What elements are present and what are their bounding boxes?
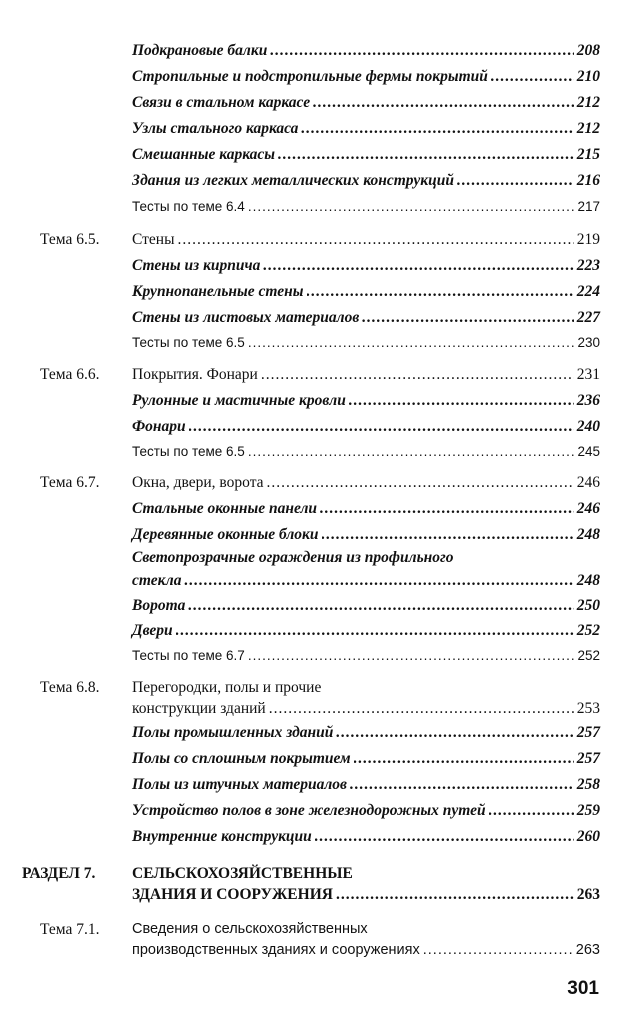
toc-tests-entry: Тесты по теме 6.4 ..... 217 — [132, 199, 600, 214]
topic-entry-line1: Перегородки, полы и прочие — [132, 679, 322, 696]
toc-entry: Стальные оконные панели ..... 246 — [132, 500, 600, 518]
topic-entry: Покрытия. Фонари ..... 231 — [132, 366, 600, 384]
toc-entry: стекла ..... 248 — [132, 572, 600, 590]
topic-entry: Стены ..... 219 — [132, 231, 600, 249]
toc-entry: Полы промышленных зданий ..... 257 — [132, 724, 600, 742]
topic-entry: производственных зданиях и сооружениях ..... 263 — [132, 942, 600, 958]
toc-entry: Узлы стального каркаса ..... 212 — [132, 120, 600, 138]
topic-entry-line1: Сведения о сельскохозяйственных — [132, 921, 368, 937]
topic-entry: конструкции зданий ..... 253 — [132, 700, 600, 718]
section-title-line1: СЕЛЬСКОХОЗЯЙСТВЕННЫЕ — [132, 865, 353, 882]
toc-entry: Полы со сплошным покрытием ..... 257 — [132, 750, 600, 768]
toc-entry: Смешанные каркасы ..... 215 — [132, 146, 600, 164]
topic-label: Тема 6.8. — [40, 679, 100, 696]
toc-entry: Стены из листовых материалов ..... 227 — [132, 309, 600, 327]
toc-entry: Внутренние конструкции ..... 260 — [132, 828, 600, 846]
toc-entry: Фонари ..... 240 — [132, 418, 600, 436]
topic-label: Тема 6.5. — [40, 231, 100, 248]
toc-entry: Двери ..... 252 — [132, 622, 600, 640]
topic-label: Тема 7.1. — [40, 921, 100, 938]
toc-entry: Здания из легких металлических конструкций ..... 216 — [132, 172, 600, 190]
section-label: РАЗДЕЛ 7. — [22, 865, 96, 882]
toc-entry: Полы из штучных материалов ..... 258 — [132, 776, 600, 794]
toc-tests-entry: Тесты по теме 6.5 ..... 245 — [132, 444, 600, 459]
toc-tests-entry: Тесты по теме 6.5 ..... 230 — [132, 335, 600, 350]
toc-entry: Деревянные оконные блоки ..... 248 — [132, 526, 600, 544]
toc-entry: Рулонные и мастичные кровли ..... 236 — [132, 392, 600, 410]
section-entry: ЗДАНИЯ И СООРУЖЕНИЯ ..... 263 — [132, 886, 600, 904]
toc-entry: Стропильные и подстропильные фермы покрытий ..... 210 — [132, 68, 600, 86]
topic-label: Тема 6.6. — [40, 366, 100, 383]
toc-entry: Стены из кирпича ..... 223 — [132, 257, 600, 275]
topic-entry: Окна, двери, ворота ..... 246 — [132, 474, 600, 492]
toc-entry: Крупнопанельные стены ..... 224 — [132, 283, 600, 301]
page-number: 301 — [567, 978, 599, 999]
toc-tests-entry: Тесты по теме 6.7 ..... 252 — [132, 648, 600, 663]
topic-label: Тема 6.7. — [40, 474, 100, 491]
toc-entry: Устройство полов в зоне железнодорожных путей ..... 259 — [132, 802, 600, 820]
toc-entry: Подкрановые балки ..... 208 — [132, 42, 600, 60]
toc-entry-line1: Светопрозрачные ограждения из профильного — [132, 549, 454, 566]
toc-entry: Связи в стальном каркасе ..... 212 — [132, 94, 600, 112]
toc-entry: Ворота ..... 250 — [132, 597, 600, 615]
